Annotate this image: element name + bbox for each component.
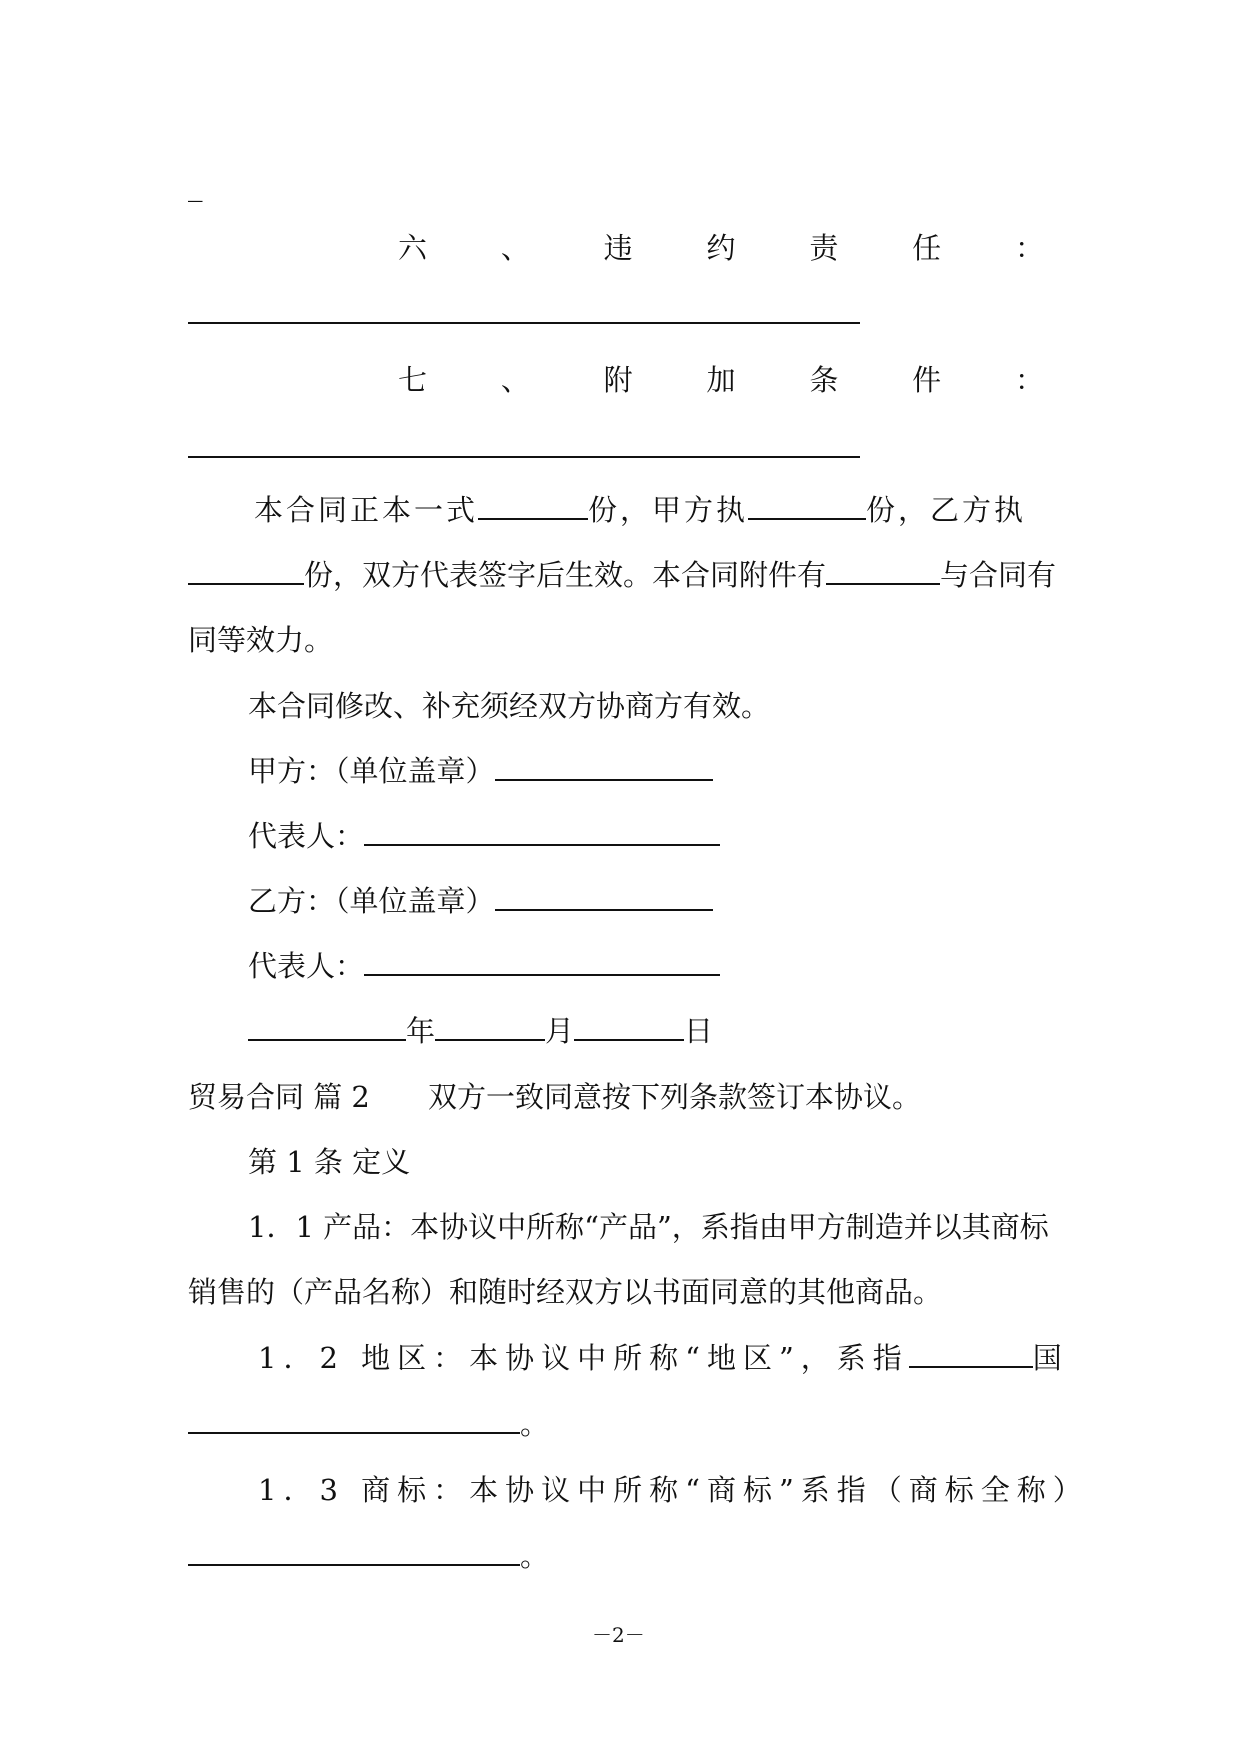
heading-char: 附: [603, 363, 633, 397]
date-day-label: 日: [684, 1014, 714, 1048]
blank-line-breach: [188, 322, 860, 324]
blank-month: [435, 1013, 545, 1041]
clause-1-2-line-2: [188, 1404, 549, 1444]
heading-char: 、: [500, 231, 530, 265]
heading-char: ：: [1014, 231, 1044, 265]
clause-1-1-line-1: 1．1 产品：本协议中所称“产品”，系指由甲方制造并以其商标: [248, 1210, 1049, 1244]
heading-char: 约: [706, 231, 736, 265]
blank-rep-a: [364, 818, 720, 846]
article-1-heading: 第 1 条 定义: [248, 1145, 411, 1179]
clause-1-1-line-2: 销售的（产品名称）和随时经双方以书面同意的其他商品。: [188, 1275, 943, 1309]
blank-line-additional: [188, 456, 860, 458]
party-a-label: 甲方：（单位盖章）: [248, 754, 495, 788]
date-year-label: 年: [406, 1014, 436, 1048]
heading-char: ：: [1014, 363, 1044, 397]
heading-breach-liability: [398, 228, 1044, 268]
clause-1-2-tail: 国: [1032, 1341, 1069, 1375]
copies-text: 份，双方代表签字后生效。本合同附件有: [304, 558, 827, 592]
heading-char: 条: [809, 363, 839, 397]
date-row: [248, 1011, 713, 1051]
blank-year: [248, 1013, 406, 1041]
copies-text: 份，乙方执: [866, 493, 1027, 527]
heading-char: 件: [912, 363, 942, 397]
heading-char: 违: [603, 231, 633, 265]
clause-1-2-text: 1．2 地区：本协议中所称“地区”，系指: [258, 1341, 909, 1375]
section-title: 贸易合同 篇 2: [188, 1080, 370, 1114]
blank-day: [574, 1013, 684, 1041]
clause-1-3-end: 。: [520, 1539, 550, 1573]
clause-1-2-end: 。: [520, 1407, 550, 1441]
party-b-row: [248, 881, 713, 921]
amendment-clause: 本合同修改、补充须经双方协商方有效。: [248, 689, 771, 723]
copies-text: 份，甲方执: [588, 493, 749, 527]
copies-line-1: [254, 490, 1026, 530]
top-dash: _: [188, 168, 203, 202]
rep-a-label: 代表人：: [248, 819, 365, 853]
heading-char: 任: [912, 231, 942, 265]
blank-party-a-seal: [495, 753, 713, 781]
rep-b-label: 代表人：: [248, 949, 365, 983]
clause-1-3-line-1: 1．3 商标：本协议中所称“商标”系指（商标全称）: [258, 1473, 1089, 1507]
blank-country: [909, 1340, 1033, 1368]
rep-b-row: [248, 946, 720, 986]
clause-1-3-line-2: [188, 1536, 549, 1576]
copies-line-3: 同等效力。: [188, 623, 334, 657]
blank-region: [188, 1406, 520, 1434]
heading-char: 六: [398, 231, 428, 265]
rep-a-row: [248, 816, 720, 856]
party-b-label: 乙方：（单位盖章）: [248, 884, 495, 918]
heading-char: 、: [500, 363, 530, 397]
heading-char: 七: [398, 363, 428, 397]
agreement-intro: 双方一致同意按下列条款签订本协议。: [428, 1080, 922, 1114]
page-number: －2－: [592, 1623, 645, 1647]
blank-rep-b: [364, 948, 720, 976]
copies-text: 本合同正本一式: [254, 493, 479, 527]
heading-char: 加: [706, 363, 736, 397]
blank-attachments: [826, 557, 940, 585]
blank-copies-total: [478, 492, 588, 520]
heading-additional-terms: [398, 360, 1044, 400]
party-a-row: [248, 751, 713, 791]
heading-char: 责: [809, 231, 839, 265]
clause-1-2-line-1: [258, 1338, 1069, 1378]
date-month-label: 月: [545, 1014, 575, 1048]
blank-copies-party-b: [188, 557, 304, 585]
copies-line-2: [188, 555, 1056, 595]
copies-text: 与合同有: [940, 558, 1057, 592]
blank-trademark: [188, 1538, 520, 1566]
blank-party-b-seal: [495, 883, 713, 911]
blank-copies-party-a: [748, 492, 866, 520]
